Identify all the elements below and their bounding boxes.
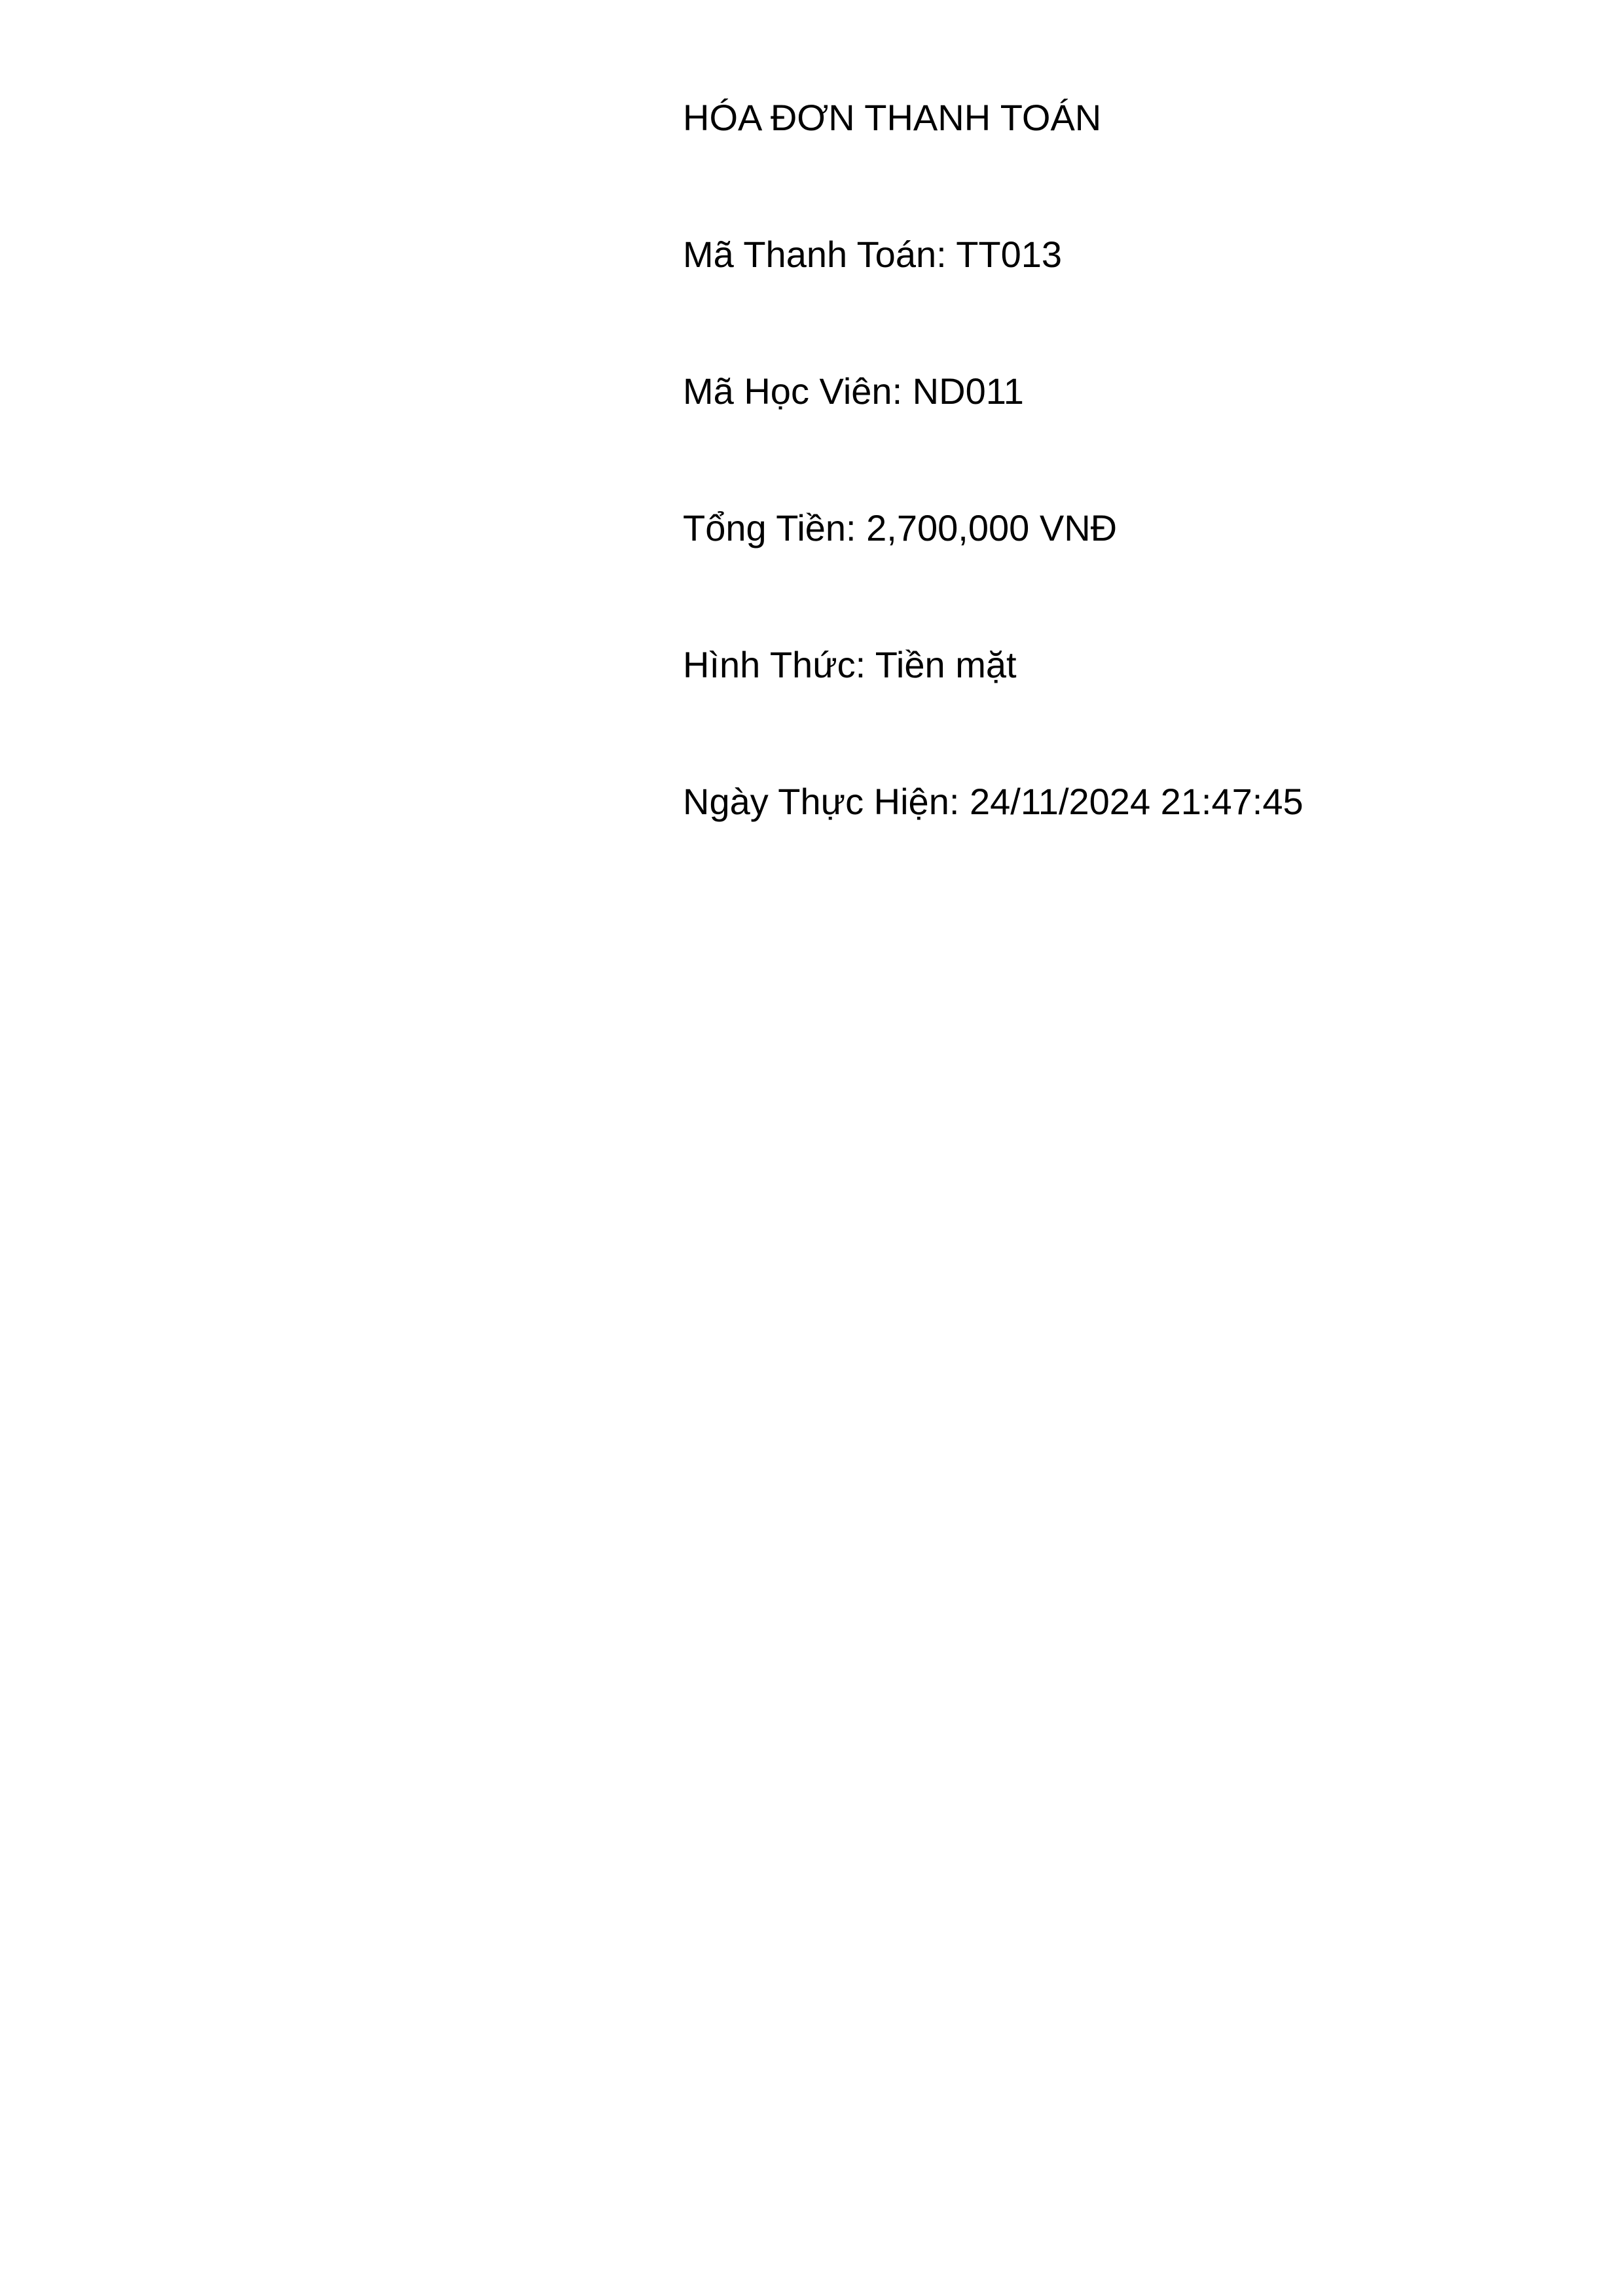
total-amount: Tổng Tiền: 2,700,000 VNĐ — [683, 507, 1118, 548]
invoice-block — [683, 97, 1534, 823]
transaction-date: Ngày Thực Hiện: 24/11/2024 21:47:45 — [683, 781, 1304, 822]
student-code: Mã Học Viên: ND011 — [683, 370, 1024, 412]
payment-method: Hình Thức: Tiền mặt — [683, 644, 1017, 685]
payment-code: Mã Thanh Toán: TT013 — [683, 234, 1063, 275]
invoice-title: HÓA ĐƠN THANH TOÁN — [683, 97, 1102, 138]
